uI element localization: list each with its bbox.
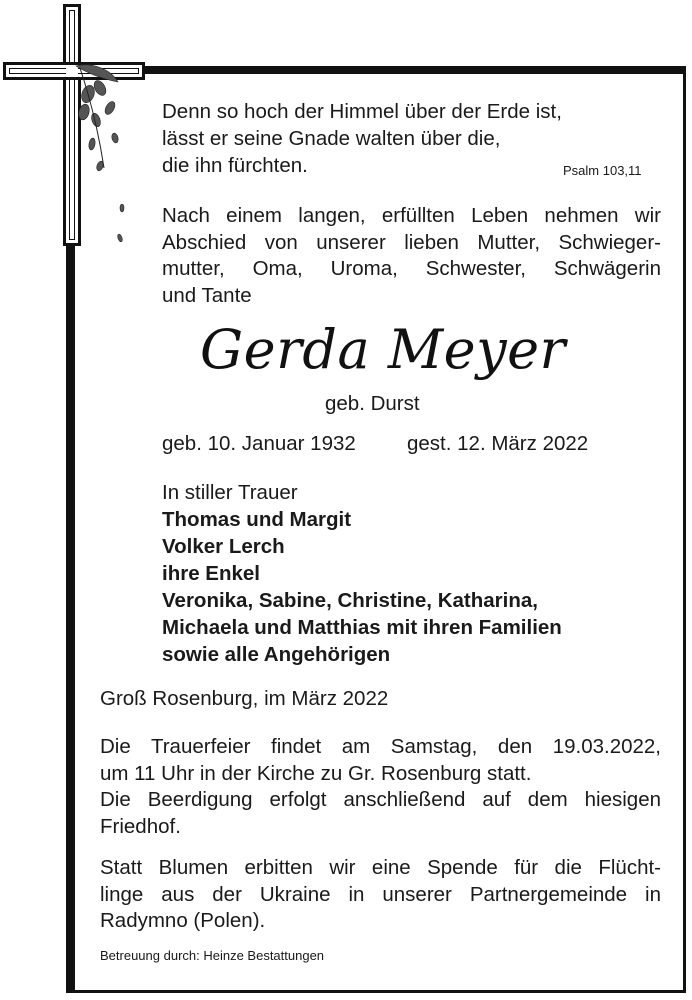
place-date: Groß Rosenburg, im März 2022	[100, 687, 389, 710]
mourners-intro: In stiller Trauer	[162, 481, 298, 504]
mourner-line: Volker Lerch	[162, 535, 285, 558]
funeral-home: Betreuung durch: Heinze Bestattungen	[100, 948, 325, 963]
death-date: gest. 12. März 2022	[407, 432, 589, 455]
mourner-line: Thomas und Margit	[162, 508, 352, 531]
mourner-line: Veronika, Sabine, Christine, Katharina,	[162, 589, 538, 612]
birth-date: geb. 10. Januar 1932	[162, 432, 356, 455]
psalm-reference: Psalm 103,11	[563, 163, 642, 178]
mourner-line: ihre Enkel	[162, 562, 260, 585]
branch-icon	[70, 58, 140, 258]
psalm-line: lässt er seine Gnade walten über die,	[162, 127, 501, 150]
psalm-line: Denn so hoch der Himmel über der Erde ist,	[162, 100, 562, 123]
mourner-line: sowie alle Angehörigen	[162, 643, 391, 666]
donation-info: Statt Blumen erbitten wir eine Spende für die Flücht- linge aus der Ukraine in unserer Partnergemeinde in Radymno (Polen).	[100, 856, 661, 932]
intro-text: Nach einem langen, erfüllten Leben nehmen wir Abschied von unserer lieben Mutter, Schwieger- mutter, Oma, Uroma, Schwester, Schwägerin und Tante	[162, 204, 661, 307]
funeral-info: Die Trauerfeier findet am Samstag, den 19.03.2022, um 11 Uhr in der Kirche zu Gr. Rosenburg statt. Die Beerdigung erfolgt anschließend auf dem hiesigen Friedhof.	[100, 735, 661, 838]
mourner-line: Michaela und Matthias mit ihren Familien	[162, 616, 562, 639]
psalm-line: die ihn fürchten.	[162, 154, 308, 177]
birth-name: geb. Durst	[325, 392, 420, 415]
deceased-name: Gerda Meyer	[200, 318, 566, 381]
